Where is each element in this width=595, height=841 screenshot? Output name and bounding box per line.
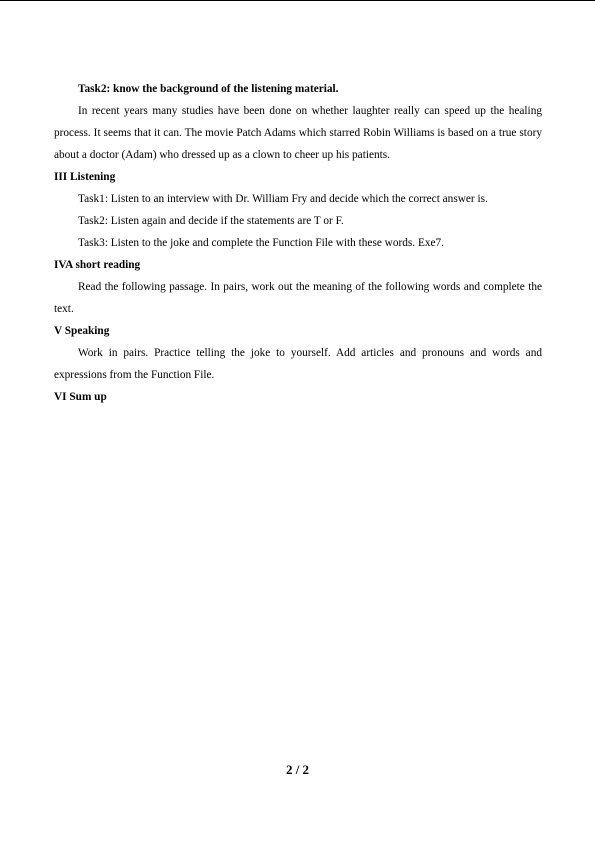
section-speaking-heading: V Speaking <box>54 325 110 337</box>
listening-task1: Task1: Listen to an interview with Dr. William Fry and decide which the correct answer is. <box>78 193 488 205</box>
reading-paragraph: Read the following passage. In pairs, work out the meaning of the following words and complete the text. <box>54 281 542 315</box>
listening-task2: Task2: Listen again and decide if the statements are T or F. <box>78 215 344 227</box>
listening-task3: Task3: Listen to the joke and complete the Function File with these words. Exe7. <box>78 237 444 249</box>
section-listening-heading: III Listening <box>54 171 116 183</box>
header-rule <box>0 0 595 1</box>
page-number: 2 / 2 <box>285 762 310 777</box>
document-body <box>54 78 542 408</box>
section-sum-up-heading: VI Sum up <box>54 391 107 403</box>
task2-heading: Task2: know the background of the listening material. <box>78 83 339 95</box>
speaking-paragraph: Work in pairs. Practice telling the joke to yourself. Add articles and pronouns and words and expressions from the Function File. <box>54 347 542 381</box>
section-reading-heading: IVA short reading <box>54 259 141 271</box>
task2-paragraph: In recent years many studies have been done on whether laughter really can speed up the healing process. It seems that it can. The movie Patch Adams which starred Robin Williams is based on a true story about a doctor (Adam) who dressed up as a clown to cheer up his patients. <box>54 105 542 161</box>
